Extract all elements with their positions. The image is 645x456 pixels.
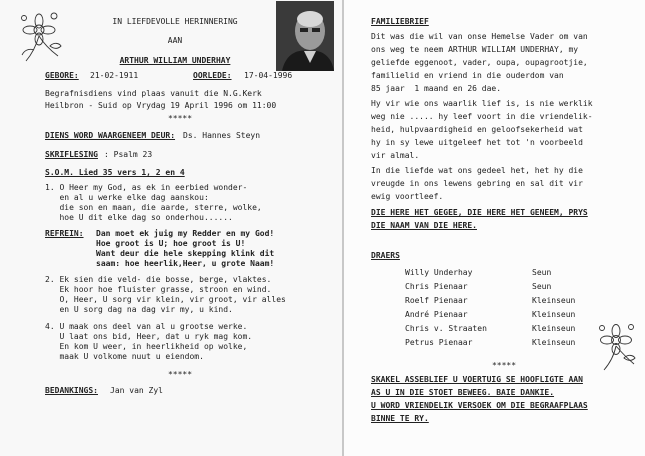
verse-line: die son en maan, die aarde, sterre, wolke, bbox=[45, 203, 262, 212]
bearer-relation: Kleinseun bbox=[532, 310, 576, 319]
header-line-1: IN LIEFDEVOLLE HERINNERING bbox=[112, 17, 238, 26]
bearer-relation: Kleinseun bbox=[532, 324, 576, 333]
refrain-label: REFREIN: bbox=[45, 229, 84, 238]
separator: ***** bbox=[167, 370, 193, 379]
separator: ***** bbox=[491, 361, 517, 370]
letter-line: familielid en vriend in die ouderdom van bbox=[371, 71, 564, 80]
bearer-relation: Seun bbox=[532, 282, 552, 291]
portrait-image bbox=[276, 1, 334, 71]
reading-label: SKRIFLESING bbox=[45, 150, 98, 159]
flower-decoration-icon bbox=[594, 318, 640, 372]
verse-line: maak U volkome nuut u eiendom. bbox=[45, 352, 204, 361]
hymn-heading: S.O.M. Lied 35 vers 1, 2 en 4 bbox=[45, 168, 185, 177]
letter-line: hy in sy lewe uitgeleef het tot 'n voorbeeld bbox=[371, 138, 583, 147]
refrain-line: Dan moet ek juig my Redder en my God! bbox=[96, 229, 275, 238]
letter-heading: FAMILIEBRIEF bbox=[371, 17, 429, 26]
separator: ***** bbox=[167, 114, 193, 123]
verse-line: Ek hoor hoe fluister grasse, stroon en wind. bbox=[45, 285, 272, 294]
flower-decoration-icon bbox=[14, 6, 64, 64]
refrain-line: saam: hoe heerlik,Heer, u grote Naam! bbox=[96, 259, 275, 268]
bearer-relation: Kleinseun bbox=[532, 338, 576, 347]
bearers-heading: DRAERS bbox=[371, 251, 400, 260]
bearer-name: Chris Pienaar bbox=[405, 282, 468, 291]
letter-line: vreugde in ons lewens gebring en sal dit vir bbox=[371, 179, 583, 188]
scripture-line: DIE NAAM VAN DIE HERE. bbox=[371, 221, 477, 230]
letter-line: vir almal. bbox=[371, 151, 420, 160]
verse-line: En kom U weer, in heerlikheid op wolke, bbox=[45, 342, 248, 351]
bearer-relation: Kleinseun bbox=[532, 296, 576, 305]
verse-line: hoe U dit elke dag so onderhou...... bbox=[45, 213, 233, 222]
bearer-name: André Pienaar bbox=[405, 310, 468, 319]
letter-line: In die liefde wat ons gedeel het, het hy die bbox=[371, 166, 583, 175]
portrait-photo bbox=[276, 1, 334, 71]
letter-line: heid, hulpvaardigheid en geloofsekerheid wat bbox=[371, 125, 583, 134]
header-line-2: AAN bbox=[167, 36, 183, 45]
born-label: GEBORE: bbox=[45, 71, 79, 80]
bearer-name: Petrus Pienaar bbox=[405, 338, 473, 347]
officiant: Ds. Hannes Steyn bbox=[183, 131, 261, 140]
verse-line: 2. Ek sien die veld- die bosse, berge, vlaktes. bbox=[45, 275, 272, 284]
died-label: OORLEDE: bbox=[193, 71, 232, 80]
scripture-line: DIE HERE HET GEGEE, DIE HERE HET GENEEM, PRYS bbox=[371, 208, 588, 217]
letter-line: Dit was die wil van onse Hemelse Vader om van bbox=[371, 32, 588, 41]
died-date: 17-04-1996 bbox=[244, 71, 293, 80]
notice-line: BINNE TE RY. bbox=[371, 414, 429, 423]
verse-line: en U sorg dag na dag vir my, u kind. bbox=[45, 305, 233, 314]
reading: : Psalm 23 bbox=[104, 150, 153, 159]
refrain-line: Hoe groot is U; hoe groot is U! bbox=[96, 239, 246, 248]
service-line-1: Begrafnisdiens vind plaas vanuit die N.G.Kerk bbox=[45, 89, 262, 98]
letter-line: Hy vir wie ons waarlik lief is, is nie werklik bbox=[371, 99, 593, 108]
right-page bbox=[344, 0, 645, 456]
verse-line: U laat ons bid, Heer, dat u ryk mag kom. bbox=[45, 332, 253, 341]
notice-line: AS U IN DIE STOET BEWEEG. BAIE DANKIE. bbox=[371, 388, 555, 397]
bearer-name: Willy Underhay bbox=[405, 268, 473, 277]
bearer-name: Roelf Pienaar bbox=[405, 296, 468, 305]
verse-line: 1. O Heer my God, as ek in eerbied wonder- bbox=[45, 183, 248, 192]
service-line-2: Heilbron - Suid op Vrydag 19 April 1996 om 11:00 bbox=[45, 101, 277, 110]
officiant-label: DIENS WORD WAARGENEEM DEUR: bbox=[45, 131, 176, 140]
letter-line: ewig voortleef. bbox=[371, 192, 444, 201]
born-date: 21-02-1911 bbox=[90, 71, 139, 80]
notice-line: U WORD VRIENDELIK VERSOEK OM DIE BEGRAAFPLAAS bbox=[371, 401, 588, 410]
verse-line: O, Heer, U sorg vir klein, vir groot, vir alles bbox=[45, 295, 286, 304]
verse-line: en al u werke elke dag aanskou: bbox=[45, 193, 209, 202]
verse-line: 4. U maak ons deel van al u grootse werke. bbox=[45, 322, 248, 331]
thanks-label: BEDANKINGS: bbox=[45, 386, 98, 395]
bearer-name: Chris v. Straaten bbox=[405, 324, 487, 333]
deceased-name: ARTHUR WILLIAM UNDERHAY bbox=[119, 56, 231, 65]
bearer-relation: Seun bbox=[532, 268, 552, 277]
letter-line: ons weg te neem ARTHUR WILLIAM UNDERHAY, my bbox=[371, 45, 579, 54]
refrain-line: Want deur die hele skepping klink dit bbox=[96, 249, 275, 258]
letter-line: 85 jaar 1 maand en 26 dae. bbox=[371, 84, 502, 93]
letter-line: weg nie ..... hy leef voort in die vriendelik- bbox=[371, 112, 593, 121]
letter-line: geliefde eggenoot, vader, oupa, oupagrootjie, bbox=[371, 58, 588, 67]
thanks: Jan van Zyl bbox=[110, 386, 163, 395]
notice-line: SKAKEL ASSEBLIEF U VOERTUIG SE HOOFLIGTE AAN bbox=[371, 375, 583, 384]
